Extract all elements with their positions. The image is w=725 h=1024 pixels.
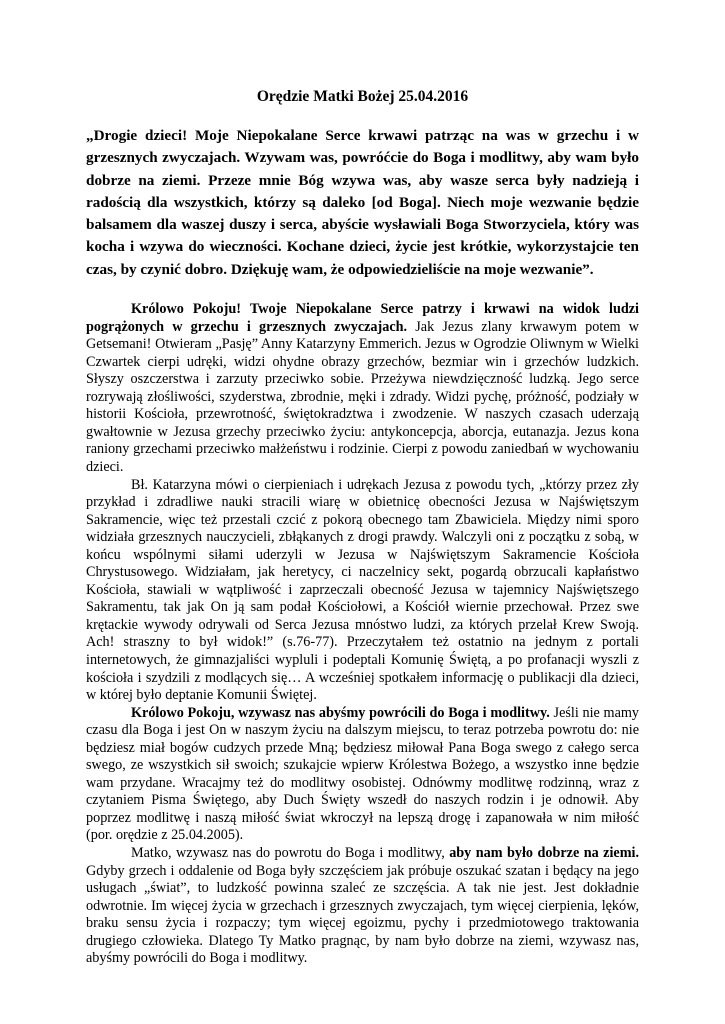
- paragraph-1: [86, 301, 639, 476]
- paragraph-1-bold: Królowo Pokoju! Twoje Niepokalane Serce patrzy i krwawi na widok ludzi pogrążonych w grzechu i grzesznych zwyczajach.: [86, 301, 639, 335]
- paragraph-3-text: Jeśli nie mamy czasu dla Boga i jest On w naszym życiu na dalszym miejscu, to teraz potrzeba powrotu do: nie będziesz miał bogów cudzych przede Mną; będziesz miłował Pana Boga swego z całego serca swego, ze wszystkich sił swoich; szukajcie wpierw Królestwa Bożego, a wszystko inne będzie wam przydane. Wracajmy też do modlitwy osobistej. Odnówmy modlitwę rodzinną, wraz z czytaniem Pisma Świętego, aby Duch Święty wszedł do naszych rodzin i je odnowił. Aby poprzez modlitwę i naszą miłość świat wkroczył na lepszą drogę i zapanowała w nim miłość (por. orędzie z 25.04.2005).: [86, 704, 639, 844]
- paragraph-4: [86, 845, 639, 968]
- message-quote: „Drogie dzieci! Moje Niepokalane Serce krwawi patrząc na was w grzechu i w grzesznych zwyczajach. Wzywam was, powróćcie do Boga i modlitwy, aby wam było dobrze na ziemi. Przeze mnie Bóg wzywa was, aby wasze serca były nadzieją i radością dla wszystkich, którzy są daleko [od Boga]. Niech moje wezwanie będzie balsamem dla waszej duszy i serca, abyście wysławiali Boga Stworzyciela, który was kocha i wzywa do wieczności. Kochane dzieci, życie jest krótkie, wykorzystajcie ten czas, by czynić dobro. Dziękuję wam, że odpowiedzieliście na moje wezwanie”.: [86, 127, 639, 278]
- document-title: Orędzie Matki Bożej 25.04.2016: [256, 88, 469, 105]
- paragraph-1-text: Jak Jezus zlany krwawym potem w Getsemani! Otwieram „Pasję” Anny Katarzyny Emmerich. Jezus w Ogrodzie Oliwnym w Wielki Czwartek cierpi udręki, widzi ohydne obrazy grzechów, bezmiar win i grzechów ludzkich. Słyszy oszczerstwa i zarzuty przeciwko sobie. Przeżywa niewdzięczność ludzką. Jego serce rozrywają złośliwości, szyderstwa, zbrodnie, męki i zdrady. Widzi pychę, próżność, podziały w historii Kościoła, przewrotność, świętokradztwa i zwodzenie. W naszych czasach uderzają gwałtownie w Jezusa grzechy przeciwko życiu: antykoncepcja, aborcja, eutanazja. Jezus kona raniony grzechami przeciwko małżeństwu i rodzinie. Cierpi z powodu zaniedbań w wychowaniu dzieci.: [86, 318, 640, 475]
- paragraph-2: [86, 477, 639, 705]
- paragraph-3: [86, 705, 639, 845]
- paragraph-3-bold: Królowo Pokoju, wzywasz nas abyśmy powrócili do Boga i modlitwy.: [131, 704, 550, 721]
- paragraph-2-text: Bł. Katarzyna mówi o cierpieniach i udrękach Jezusa z powodu tych, „którzy przez zły przykład i zdradliwe nauki stracili wiarę w obietnicę obecności Jezusa w Najświętszym Sakramencie, więc też przestali czcić z pokorą obecnego tam Zbawiciela. Między nimi sporo widziała grzesznych nauczycieli, zbłąkanych z drogi prawdy. Walczyli oni z początku z sobą, w końcu wspólnymi siłami uderzyli w Jezusa w Najświętszym Sakramencie Kościoła Chrystusowego. Widziałam, jak heretycy, ci naczelnicy sekt, pogardą obrzucali kapłaństwo Kościoła, stawiali w wątpliwość i zaprzeczali obecność Jezusa w tajemnicy Najświętszego Sakramentu, tak jak On ją sam podał Kościołowi, a Kościół wiernie przechował. Przez swe krętackie wywody odrywali od Serca Jezusa mnóstwo ludzi, za których przelał Krew Swoją. Ach! straszny to był widok!” (s.76-77). Przeczytałem też ostatnio na jednym z portali internetowych, że gimnazjaliści wypluli i podeptali Komunię Świętą, a po profanacji wyszli z kościoła i szydzili z modlących się… A wcześniej spotkałem informację o publikacji dla dzieci, w której było deptanie Komunii Świętej.: [86, 476, 639, 704]
- paragraph-4-text-a: Matko, wzywasz nas do powrotu do Boga i modlitwy,: [131, 845, 450, 862]
- paragraph-4-text-b: Gdyby grzech i oddalenie od Boga były szczęściem jak próbuje oszukać szatan i będący na jego usługach „świat”, to ludzkość powinna szaleć ze szczęścia. A tak nie jest. Jest dokładnie odwrotnie. Im więcej życia w grzechach i grzesznych zwyczajach, tym więcej cierpienia, lęków, braku sensu życia i rozpaczy; tym więcej egoizmu, pychy i przedmiotowego traktowania drugiego człowieka. Dlatego Ty Matko pragnąc, by nam było dobrze na ziemi, wzywasz nas, abyśmy powrócili do Boga i modlitwy.: [86, 862, 639, 967]
- paragraph-4-bold: aby nam było dobrze na ziemi.: [449, 845, 639, 862]
